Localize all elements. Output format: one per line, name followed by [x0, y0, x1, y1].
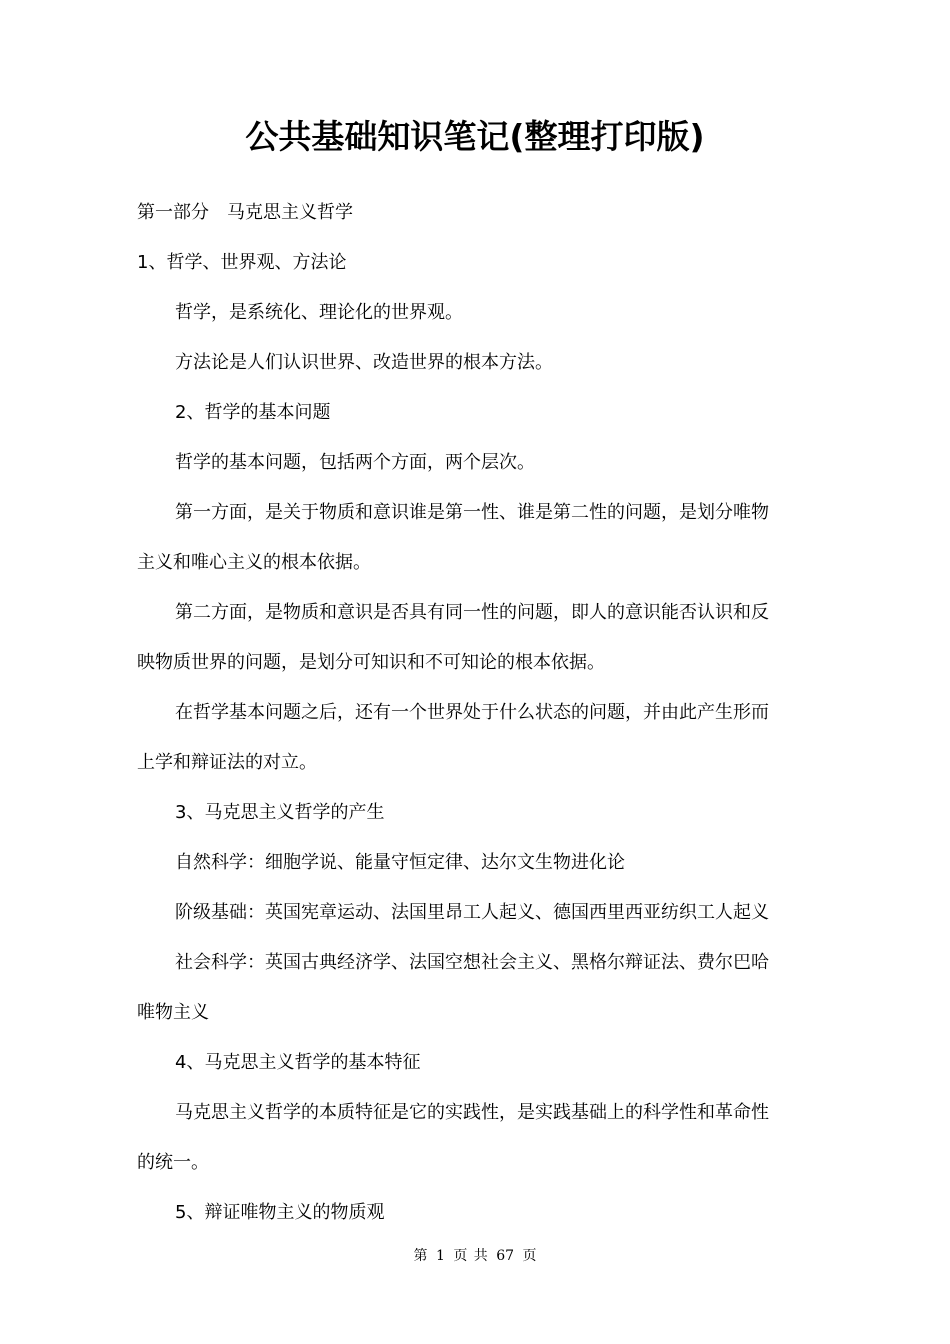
page-footer: [0, 1246, 950, 1266]
footer-suffix: 页: [522, 1248, 537, 1264]
text-line: 社会科学：英国古典经济学、法国空想社会主义、黑格尔辩证法、费尔巴哈: [175, 952, 769, 973]
text-line: 马克思主义哲学的本质特征是它的实践性，是实践基础上的科学性和革命性: [175, 1102, 769, 1123]
text-line: 上学和辩证法的对立。: [137, 752, 317, 773]
text-line: 3、马克思主义哲学的产生: [175, 802, 385, 823]
text-line: 第二方面，是物质和意识是否具有同一性的问题，即人的意识能否认识和反: [175, 602, 769, 623]
text-line: 映物质世界的问题，是划分可知识和不可知论的根本依据。: [137, 652, 605, 673]
text-line: 4、马克思主义哲学的基本特征: [175, 1052, 421, 1073]
text-line: 1、哲学、世界观、方法论: [137, 252, 347, 273]
footer-total-pages: 67: [496, 1248, 515, 1264]
text-line: 主义和唯心主义的根本依据。: [137, 552, 371, 573]
text-line: 自然科学：细胞学说、能量守恒定律、达尔文生物进化论: [175, 852, 625, 873]
text-line: 的统一。: [137, 1152, 209, 1173]
document-title: 公共基础知识笔记(整理打印版): [245, 117, 705, 156]
text-line: 唯物主义: [137, 1002, 209, 1023]
text-line: 5、辩证唯物主义的物质观: [175, 1202, 385, 1223]
text-line: 方法论是人们认识世界、改造世界的根本方法。: [175, 352, 553, 373]
footer-prefix: 第: [413, 1248, 428, 1264]
text-line: 第一方面，是关于物质和意识谁是第一性、谁是第二性的问题，是划分唯物: [175, 502, 769, 523]
text-line: 在哲学基本问题之后，还有一个世界处于什么状态的问题，并由此产生形而: [175, 702, 769, 723]
text-line: 哲学的基本问题，包括两个方面，两个层次。: [175, 452, 535, 473]
document-body: [137, 188, 817, 1238]
text-line: 第一部分 马克思主义哲学: [137, 202, 353, 223]
text-line: 阶级基础：英国宪章运动、法国里昂工人起义、德国西里西亚纺织工人起义: [175, 902, 769, 923]
footer-middle: 页 共: [453, 1248, 488, 1264]
footer-page-number: 1: [435, 1248, 445, 1264]
text-line: 哲学，是系统化、理论化的世界观。: [175, 302, 463, 323]
text-line: 2、哲学的基本问题: [175, 402, 331, 423]
